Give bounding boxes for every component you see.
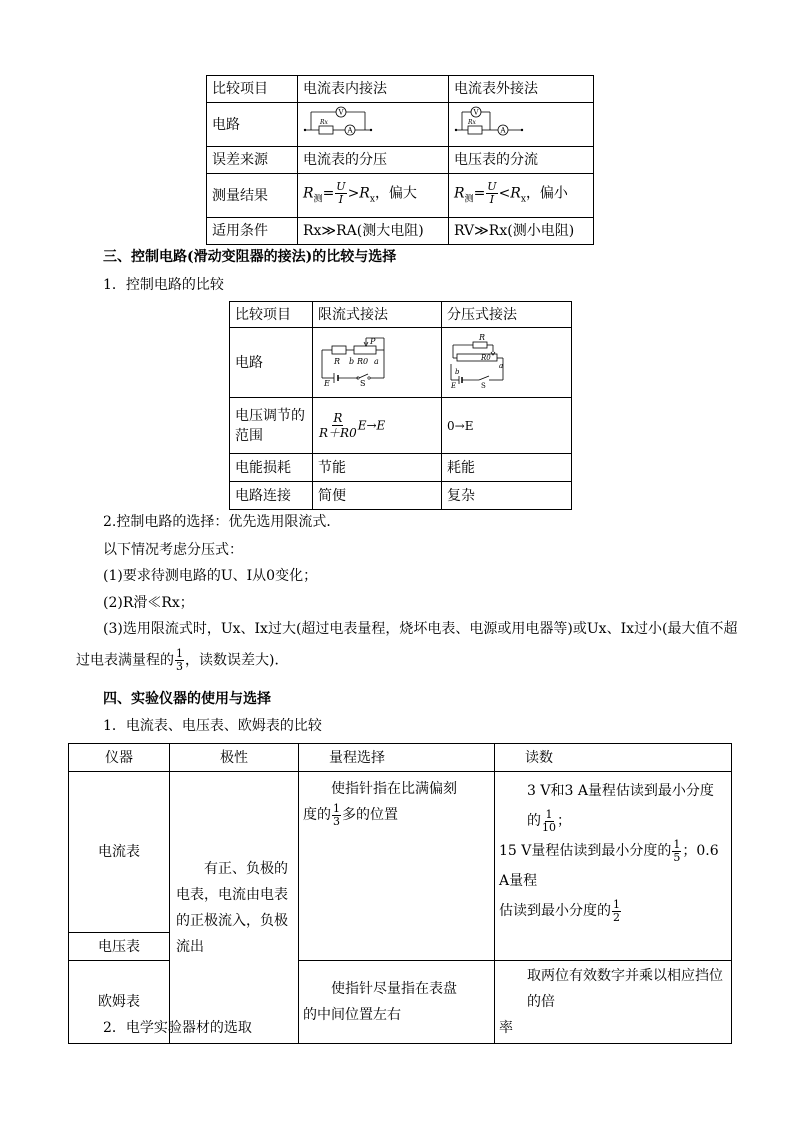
- result-outer-rel-sub: x: [520, 194, 526, 205]
- svg-text:A: A: [500, 126, 506, 134]
- reading-line-1: [499, 776, 727, 836]
- result-inner-sub: 测: [313, 194, 323, 205]
- error-inner: 电流表的分压: [298, 147, 449, 174]
- svg-text:Rx: Rx: [468, 118, 476, 126]
- case3-fraction: [175, 648, 184, 673]
- polarity-text: 有正、负极的电表，电流由电表的正极流入，负极流出: [170, 772, 299, 1044]
- paragraph-case-3: (3)选用限流式时，Ux、Ix过大(超过电表量程，烧坏电表、电源或用电器等)或Ux、Ix过小(最大值不超: [103, 621, 738, 637]
- t3-header-polarity: 极性: [170, 744, 299, 772]
- t3-header-range: 量程选择: [299, 744, 495, 772]
- result-outer-den: I: [489, 193, 495, 207]
- energy-limit: 节能: [313, 454, 442, 482]
- t1-header-inner: 电流表内接法: [298, 76, 449, 103]
- section3-title: 三、控制电路(滑动变阻器的接法)的比较与选择: [103, 249, 397, 265]
- svg-text:R: R: [334, 356, 341, 366]
- range-meter-fraction: [332, 803, 341, 828]
- reading-line-2: [499, 836, 727, 896]
- svg-text:R0: R0: [481, 353, 491, 362]
- voltmeter-label: 电压表: [69, 933, 170, 961]
- range-ohm-line2: 的中间位置左右: [303, 1007, 401, 1023]
- reading-text-2: 15 V量程估读到最小分度的: [499, 843, 672, 859]
- reading-semicolon: ；: [557, 813, 571, 829]
- range-limit-tail: E→E: [357, 418, 386, 433]
- reading-den-2: 5: [673, 850, 681, 864]
- result-inner-fraction: [335, 181, 346, 206]
- reading-num-2: 1: [673, 837, 681, 851]
- case3-text-b: ，读数误差大)．: [185, 652, 289, 669]
- range-meter-cell: [299, 772, 495, 961]
- svg-text:V: V: [473, 108, 479, 116]
- result-inner-rel: >R: [347, 185, 370, 202]
- svg-text:V: V: [338, 108, 344, 116]
- t3-header-instrument: 仪器: [69, 744, 170, 772]
- range-meter-den: 3: [333, 814, 340, 828]
- reading-text-2b: ；0.6 A量程: [499, 843, 719, 889]
- t1-row-circuit: 电路: [207, 103, 298, 147]
- control-circuit-table: [229, 301, 572, 510]
- range-limit-fraction: [319, 411, 357, 440]
- svg-text:a: a: [374, 356, 379, 366]
- paragraph-control-choice: 2.控制电路的选择：优先选用限流式．: [103, 514, 341, 530]
- range-limit: [313, 398, 442, 454]
- t2-row-connect: 电路连接: [230, 482, 313, 510]
- paragraph-case-3-cont: [76, 648, 288, 673]
- reading-text-1: 3 V和3 A量程估读到最小分度的: [527, 783, 714, 829]
- result-inner-eq: =: [322, 185, 335, 202]
- error-outer: 电压表的分流: [449, 147, 594, 174]
- t1-row-error: 误差来源: [207, 147, 298, 174]
- range-limit-num: R: [333, 411, 343, 425]
- reading-fraction-2: [672, 839, 681, 864]
- result-outer-r: R: [454, 185, 465, 202]
- result-outer-rel: <R: [498, 185, 521, 202]
- svg-text:E: E: [324, 378, 330, 386]
- t2-row-circuit: 电路: [230, 328, 313, 398]
- result-outer: [449, 174, 594, 218]
- ammeter-label: 电流表: [69, 772, 170, 933]
- svg-text:R: R: [479, 332, 486, 342]
- case3-den: 3: [176, 660, 183, 673]
- t2-row-energy: 电能损耗: [230, 454, 313, 482]
- reading-line-3: [499, 896, 727, 926]
- t1-row-result: 测量结果: [207, 174, 298, 218]
- reading-meter-cell: [495, 772, 732, 961]
- case3-num: 1: [176, 647, 183, 660]
- t1-header-item: 比较项目: [207, 76, 298, 103]
- ohmmeter-label: 欧姆表: [69, 961, 170, 1044]
- svg-text:a: a: [499, 361, 504, 370]
- reading-num-3: 1: [613, 897, 620, 911]
- result-inner-rel-sub: x: [369, 194, 375, 205]
- current-limiting-circuit: [313, 328, 442, 398]
- t2-row-range: 电压调节的范围: [230, 398, 313, 454]
- subsection-4-1: 1．电流表、电压表、欧姆表的比较: [103, 718, 322, 734]
- reading-num-1: 1: [545, 807, 553, 821]
- meter-connection-table: [206, 75, 594, 245]
- result-outer-tail: ，偏小: [525, 185, 568, 202]
- svg-text:S: S: [481, 381, 486, 388]
- result-outer-sub: 测: [464, 194, 474, 205]
- inner-connection-circuit: [298, 103, 449, 147]
- section4-title: 四、实验仪器的使用与选择: [103, 691, 271, 707]
- result-outer-eq: =: [473, 185, 486, 202]
- result-inner-num: U: [336, 180, 346, 194]
- range-meter-line2: [303, 802, 490, 828]
- cond-inner: Rx≫RA(测大电阻): [298, 218, 449, 245]
- voltage-divider-circuit: [442, 328, 572, 398]
- range-meter-text-c: 多的位置: [342, 807, 398, 823]
- range-meter-text-b: 度的: [303, 807, 331, 823]
- range-divider: 0→E: [442, 398, 572, 454]
- t2-header-item: 比较项目: [230, 302, 313, 328]
- cond-outer: RV≫Rx(测小电阻): [449, 218, 594, 245]
- subsection-4-2: 2．电学实验器材的选取: [103, 1020, 252, 1036]
- range-ohm-cell: [299, 961, 495, 1044]
- t1-row-condition: 适用条件: [207, 218, 298, 245]
- range-limit-den: R＋R0: [319, 426, 357, 440]
- svg-text:R0: R0: [357, 356, 369, 366]
- reading-fraction-3: [612, 899, 621, 924]
- t3-header-reading: 读数: [495, 744, 732, 772]
- connect-limit: 简便: [313, 482, 442, 510]
- outer-connection-circuit: [449, 103, 594, 147]
- result-inner-r: R: [303, 185, 314, 202]
- paragraph-case-2: (2)R滑≪Rx；: [103, 595, 194, 611]
- range-meter-num: 1: [333, 801, 340, 815]
- t1-header-outer: 电流表外接法: [449, 76, 594, 103]
- subsection-3-1: 1．控制电路的比较: [103, 277, 224, 293]
- instrument-table: [68, 743, 732, 1044]
- case3-text-a: 过电表满量程的: [76, 652, 174, 669]
- result-inner-den: I: [338, 193, 344, 207]
- svg-text:b: b: [349, 356, 355, 366]
- svg-text:E: E: [451, 381, 457, 388]
- svg-text:Rx: Rx: [320, 118, 328, 126]
- svg-text:S: S: [360, 378, 366, 386]
- svg-text:b: b: [455, 367, 460, 376]
- reading-ohm-cell: [495, 961, 732, 1044]
- connect-divider: 复杂: [442, 482, 572, 510]
- reading-ohm-line1: 取两位有效数字并乘以相应挡位的倍: [527, 968, 723, 1010]
- reading-den-1: 10: [542, 820, 556, 834]
- reading-fraction-1: [542, 809, 556, 834]
- t2-header-divider: 分压式接法: [442, 302, 572, 328]
- paragraph-divider-cases: 以下情况考虑分压式：: [103, 542, 243, 558]
- t2-header-limit: 限流式接法: [313, 302, 442, 328]
- result-outer-fraction: [486, 181, 497, 206]
- svg-text:P: P: [370, 336, 376, 346]
- svg-text:A: A: [347, 126, 353, 134]
- reading-den-3: 2: [613, 910, 620, 924]
- result-inner: [298, 174, 449, 218]
- range-ohm-line1: 使指针尽量指在表盘: [331, 981, 457, 997]
- result-outer-num: U: [487, 180, 497, 194]
- paragraph-case-1: (1)要求待测电路的U、I从0变化；: [103, 568, 318, 584]
- energy-divider: 耗能: [442, 454, 572, 482]
- reading-ohm-line2: 率: [499, 1020, 513, 1036]
- reading-text-3: 估读到最小分度的: [499, 903, 611, 919]
- range-meter-line1: 使指针指在比满偏刻: [331, 781, 457, 797]
- result-inner-tail: ，偏大: [374, 185, 417, 202]
